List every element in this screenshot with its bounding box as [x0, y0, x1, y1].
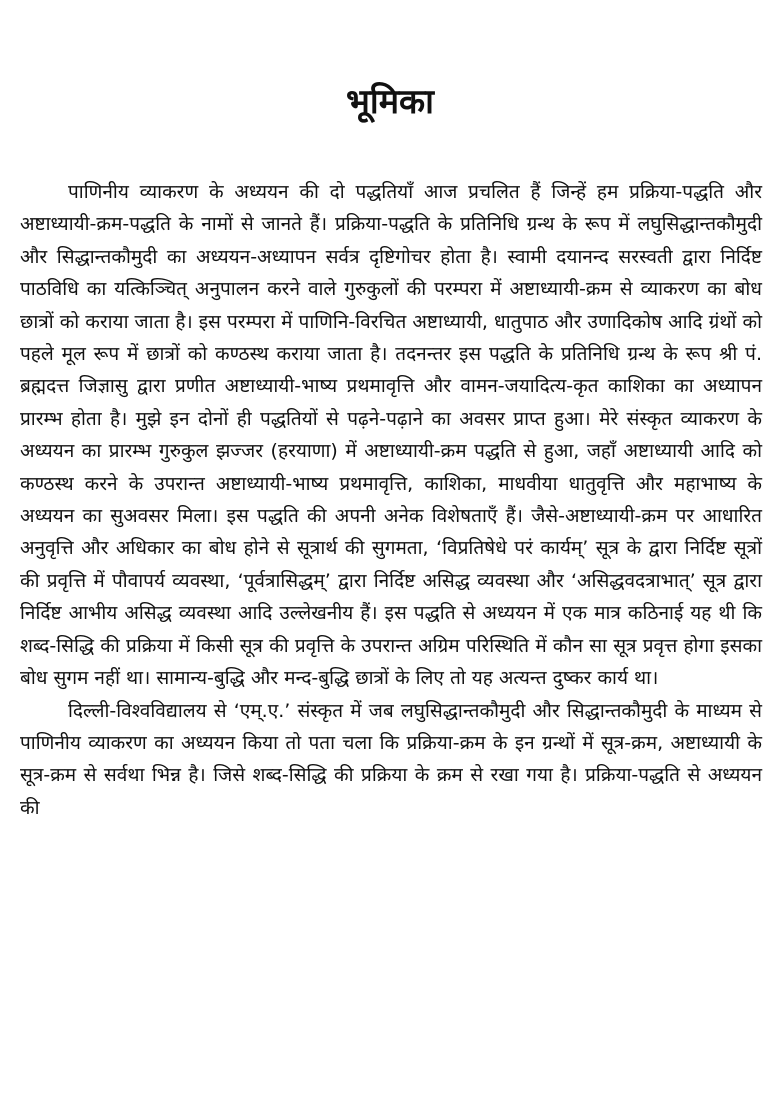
paragraph-2: दिल्ली-विश्वविद्यालय से ‘एम्.ए.’ संस्कृत में जब लघुसिद्धान्तकौमुदी और सिद्धान्तकौमुदी के माध्यम से पाणिनीय व्याकरण का अध्ययन किया तो पता चला कि प्रक्रिया-क्रम के इन ग्रन्थों में सूत्र-क्रम, अष्टाध्यायी के सूत्र-क्रम से सर्वथा भिन्न है। जिसे शब्द-सिद्धि की प्रक्रिया के क्रम से रखा गया है। प्रक्रिया-पद्धति से अध्ययन की: [20, 699, 762, 819]
body-text: [20, 176, 762, 824]
paragraph-1: पाणिनीय व्याकरण के अध्ययन की दो पद्धतियाँ आज प्रचलित हैं जिन्हें हम प्रक्रिया-पद्धति और अष्टाध्यायी-क्रम-पद्धति के नामों से जानते हैं। प्रक्रिया-पद्धति के प्रतिनिधि ग्रन्थ के रूप में लघुसिद्धान्तकौमुदी और सिद्धान्तकौमुदी का अध्ययन-अध्यापन सर्वत्र दृष्टिगोचर होता है। स्वामी दयानन्द सरस्वती द्वारा निर्दिष्ट पाठविधि का यत्किञ्चित् अनुपालन करने वाले गुरुकुलों की परम्परा में अष्टाध्यायी-क्रम से व्याकरण का बोध छात्रों को कराया जाता है। इस परम्परा में पाणिनि-विरचित अष्टाध्यायी, धातुपाठ और उणादिकोष आदि ग्रंथों को पहले मूल रूप में छात्रों को कण्ठस्थ कराया जाता है। तदनन्तर इस पद्धति के प्रतिनिधि ग्रन्थ के रूप श्री पं. ब्रह्मदत्त जिज्ञासु द्वारा प्रणीत अष्टाध्यायी-भाष्य प्रथमावृत्ति और वामन-जयादित्य-कृत काशिका का अध्यापन प्रारम्भ होता है। मुझे इन दोनों ही पद्धतियों से पढ़ने-पढ़ाने का अवसर प्राप्त हुआ। मेरे संस्कृत व्याकरण के अध्ययन का प्रारम्भ गुरुकुल झज्जर (हरयाणा) में अष्टाध्यायी-क्रम पद्धति से हुआ, जहाँ अष्टाध्यायी आदि को कण्ठस्थ करने के उपरान्त अष्टाध्यायी-भाष्य प्रथमावृत्ति, काशिका, माधवीया धातुवृत्ति और महाभाष्य के अध्ययन का सुअवसर मिला। इस पद्धति की अपनी अनेक विशेषताएँ हैं। जैसे-अष्टाध्यायी-क्रम पर आधारित अनुवृत्ति और अधिकार का बोध होने से सूत्रार्थ की सुगमता, ‘विप्रतिषेधे परं कार्यम्’ सूत्र के द्वारा निर्दिष्ट सूत्रों की प्रवृत्ति में पौवापर्य व्यवस्था, ‘पूर्वत्रासिद्धम्’ द्वारा निर्दिष्ट असिद्ध व्यवस्था और ‘असिद्धवदत्राभात्’ सूत्र द्वारा निर्दिष्ट आभीय असिद्ध व्यवस्था आदि उल्लेखनीय हैं। इस पद्धति से अध्ययन में एक मात्र कठिनाई यह थी कि शब्द-सिद्धि की प्रक्रिया में किसी सूत्र की प्रवृत्ति के उपरान्त अग्रिम परिस्थिति में कौन सा सूत्र प्रवृत्त होगा इसका बोध सुगम नहीं था। सामान्य-बुद्धि और मन्द-बुद्धि छात्रों के लिए तो यह अत्यन्त दुष्कर कार्य था।: [20, 181, 762, 690]
page-title: भूमिका: [346, 82, 434, 122]
